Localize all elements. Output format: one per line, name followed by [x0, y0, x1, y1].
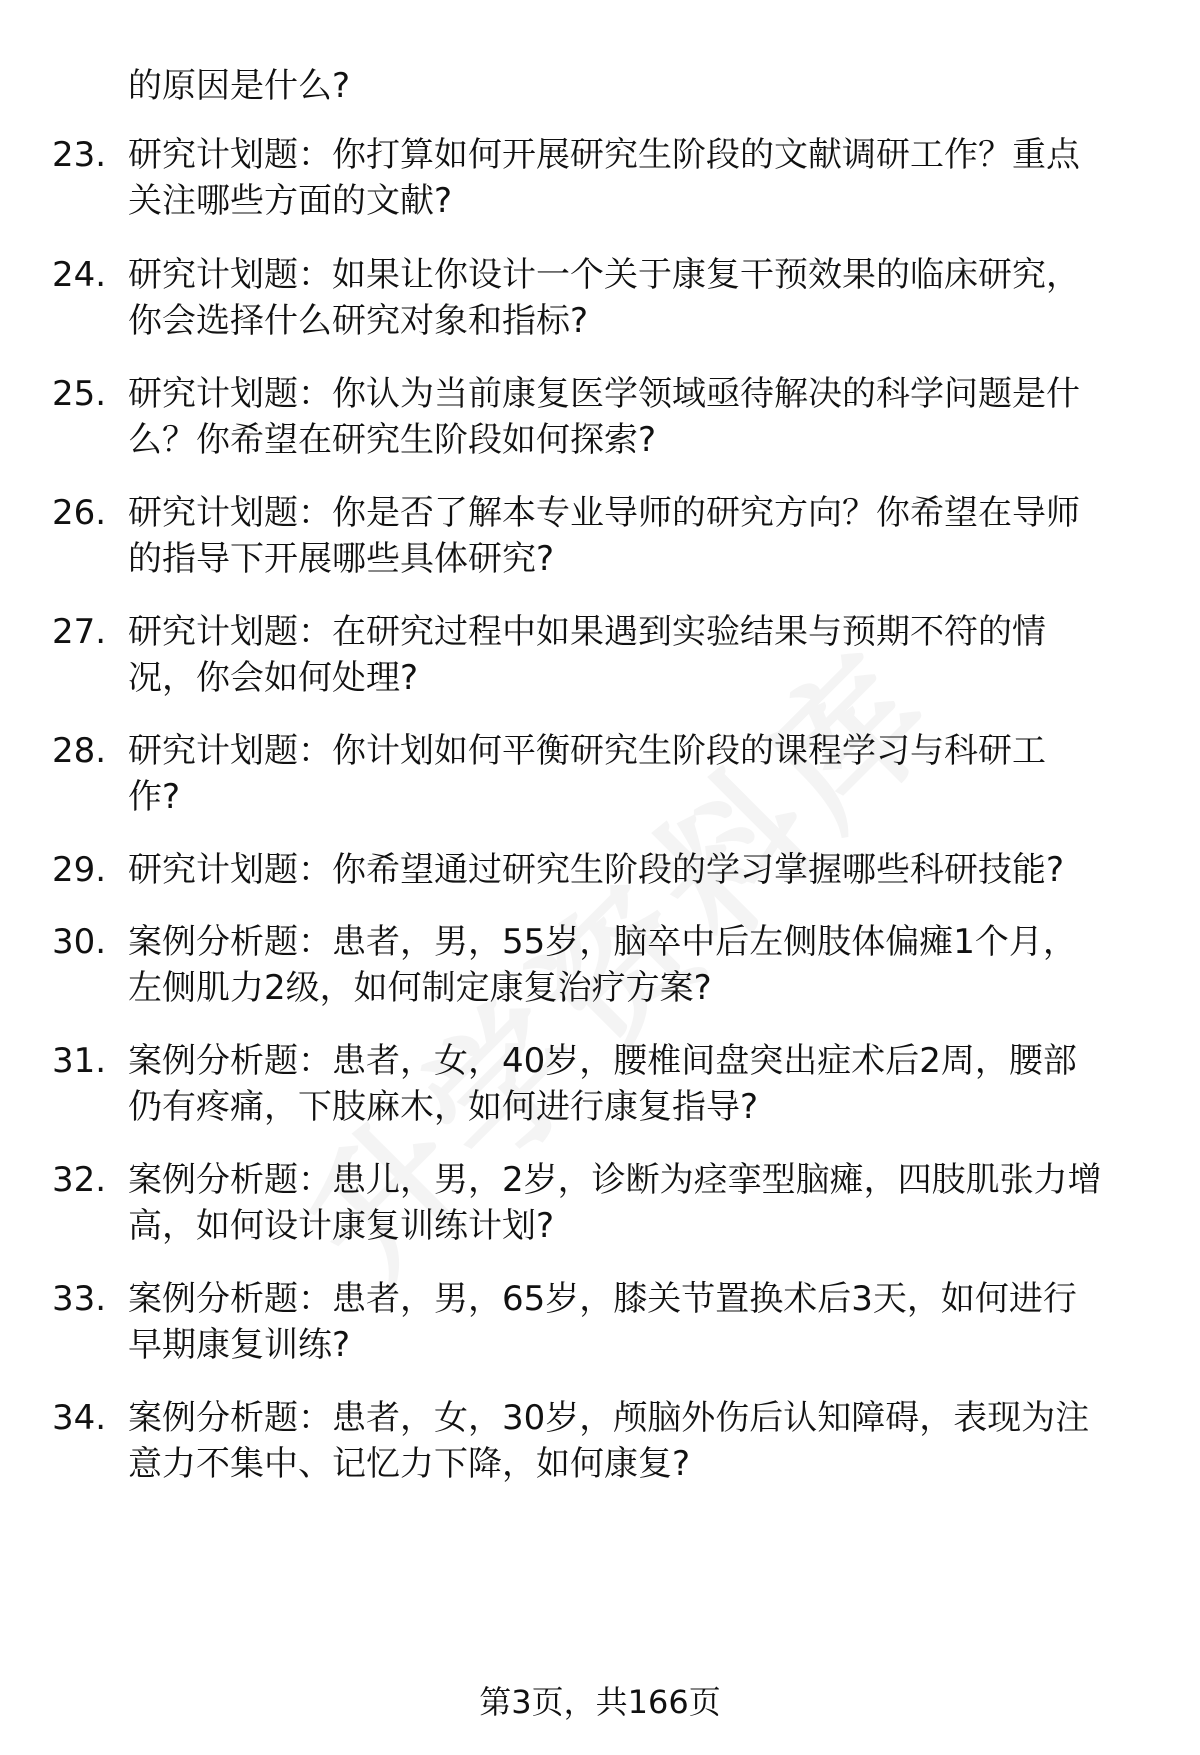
- question-number: 25.: [52, 374, 107, 414]
- question-number: 27.: [52, 612, 107, 652]
- question-text-line2: 况，你会如何处理?: [128, 658, 419, 698]
- question-number: 24.: [52, 255, 107, 295]
- question-text-line2: 仍有疼痛，下肢麻木，如何进行康复指导?: [128, 1087, 759, 1127]
- question-text-line2: 的指导下开展哪些具体研究?: [128, 539, 555, 579]
- question-text-line2: 意力不集中、记忆力下降，如何康复?: [128, 1444, 691, 1484]
- question-number: 26.: [52, 493, 107, 533]
- question-number: 23.: [52, 135, 107, 175]
- question-number: 33.: [52, 1279, 107, 1319]
- page-number-footer: 第3页，共166页: [479, 1683, 721, 1721]
- question-text-line1: 案例分析题：患者，女，40岁，腰椎间盘突出症术后2周，腰部: [128, 1041, 1077, 1081]
- question-text-line2: 左侧肌力2级，如何制定康复治疗方案?: [128, 968, 712, 1008]
- question-text-line1: 案例分析题：患者，男，65岁，膝关节置换术后3天，如何进行: [128, 1279, 1077, 1319]
- question-text-line1: 案例分析题：患者，女，30岁，颅脑外伤后认知障碍，表现为注: [128, 1398, 1090, 1438]
- continued-line: 的原因是什么?: [128, 66, 351, 106]
- question-number: 32.: [52, 1160, 107, 1200]
- question-number: 31.: [52, 1041, 107, 1081]
- question-text-line1: 研究计划题：你打算如何开展研究生阶段的文献调研工作？重点: [128, 135, 1080, 175]
- question-number: 34.: [52, 1398, 107, 1438]
- question-number: 28.: [52, 731, 107, 771]
- question-text-line1: 研究计划题：在研究过程中如果遇到实验结果与预期不符的情: [128, 612, 1046, 652]
- question-text-line2: 作?: [128, 777, 181, 817]
- question-number: 29.: [52, 850, 107, 890]
- question-text-line1: 研究计划题：你计划如何平衡研究生阶段的课程学习与科研工: [128, 731, 1046, 771]
- question-text-line1: 研究计划题：你希望通过研究生阶段的学习掌握哪些科研技能?: [128, 850, 1065, 890]
- question-text-line1: 研究计划题：如果让你设计一个关于康复干预效果的临床研究，: [128, 255, 1080, 295]
- question-text-line1: 案例分析题：患儿，男，2岁，诊断为痉挛型脑瘫，四肢肌张力增: [128, 1160, 1102, 1200]
- question-text-line1: 案例分析题：患者，男，55岁，脑卒中后左侧肢体偏瘫1个月，: [128, 922, 1077, 962]
- question-text-line2: 关注哪些方面的文献?: [128, 181, 453, 221]
- question-text-line2: 早期康复训练?: [128, 1325, 351, 1365]
- question-text-line2: 高，如何设计康复训练计划?: [128, 1206, 555, 1246]
- question-text-line1: 研究计划题：你是否了解本专业导师的研究方向？你希望在导师: [128, 493, 1080, 533]
- question-text-line2: 么？你希望在研究生阶段如何探索?: [128, 420, 657, 460]
- question-text-line1: 研究计划题：你认为当前康复医学领域亟待解决的科学问题是什: [128, 374, 1080, 414]
- question-number: 30.: [52, 922, 107, 962]
- question-text-line2: 你会选择什么研究对象和指标?: [128, 301, 589, 341]
